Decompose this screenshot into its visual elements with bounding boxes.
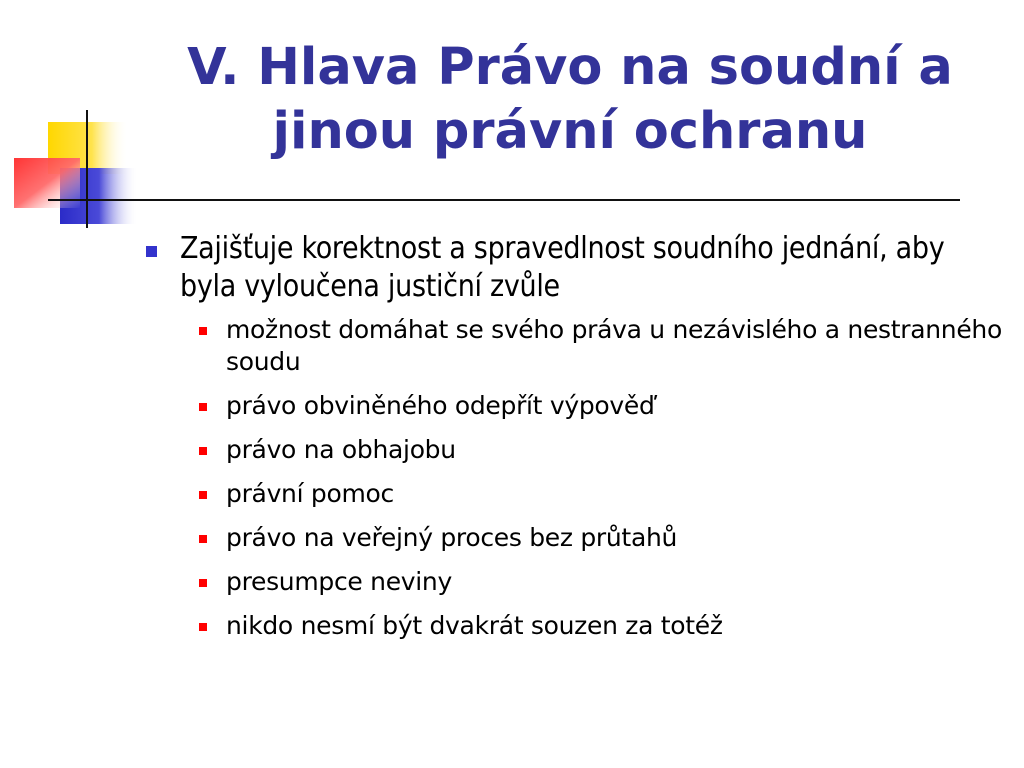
main-bullet-text: Zajišťuje korektnost a spravedlnost soudního jednání, aby byla vyloučena justiční zvůle (180, 231, 945, 304)
square-bullet-icon (199, 327, 207, 335)
sub-bullet-text: právo obviněného odepřít výpověď (226, 391, 655, 420)
square-bullet-icon (199, 447, 207, 455)
sub-bullet-item (144, 434, 1004, 466)
sub-bullet-item (144, 566, 1004, 598)
main-bullet-item (144, 230, 1004, 306)
square-bullet-icon (199, 403, 207, 411)
square-bullet-icon (146, 246, 157, 257)
sub-bullet-item (144, 314, 1004, 378)
sub-bullet-text: právo na veřejný proces bez průtahů (226, 523, 678, 552)
sub-bullet-text: nikdo nesmí být dvakrát souzen za totéž (226, 611, 723, 640)
sub-bullet-text: právo na obhajobu (226, 435, 456, 464)
sub-bullet-text: možnost domáhat se svého práva u nezávislého a nestranného soudu (226, 315, 1002, 376)
sub-bullet-item (144, 390, 1004, 422)
sub-bullet-list (144, 314, 1004, 642)
slide-title: V. Hlava Právo na soudní a jinou právní ochranu (187, 38, 953, 161)
sub-bullet-item (144, 522, 1004, 554)
title-divider (48, 199, 960, 201)
square-bullet-icon (199, 579, 207, 587)
slide-content (144, 230, 1004, 654)
sub-bullet-item (144, 478, 1004, 510)
square-bullet-icon (199, 535, 207, 543)
sub-bullet-text: právní pomoc (226, 479, 394, 508)
square-bullet-icon (199, 623, 207, 631)
sub-bullet-item (144, 610, 1004, 642)
sub-bullet-text: presumpce neviny (226, 567, 452, 596)
square-bullet-icon (199, 491, 207, 499)
ornament-vertical-line (86, 110, 88, 228)
